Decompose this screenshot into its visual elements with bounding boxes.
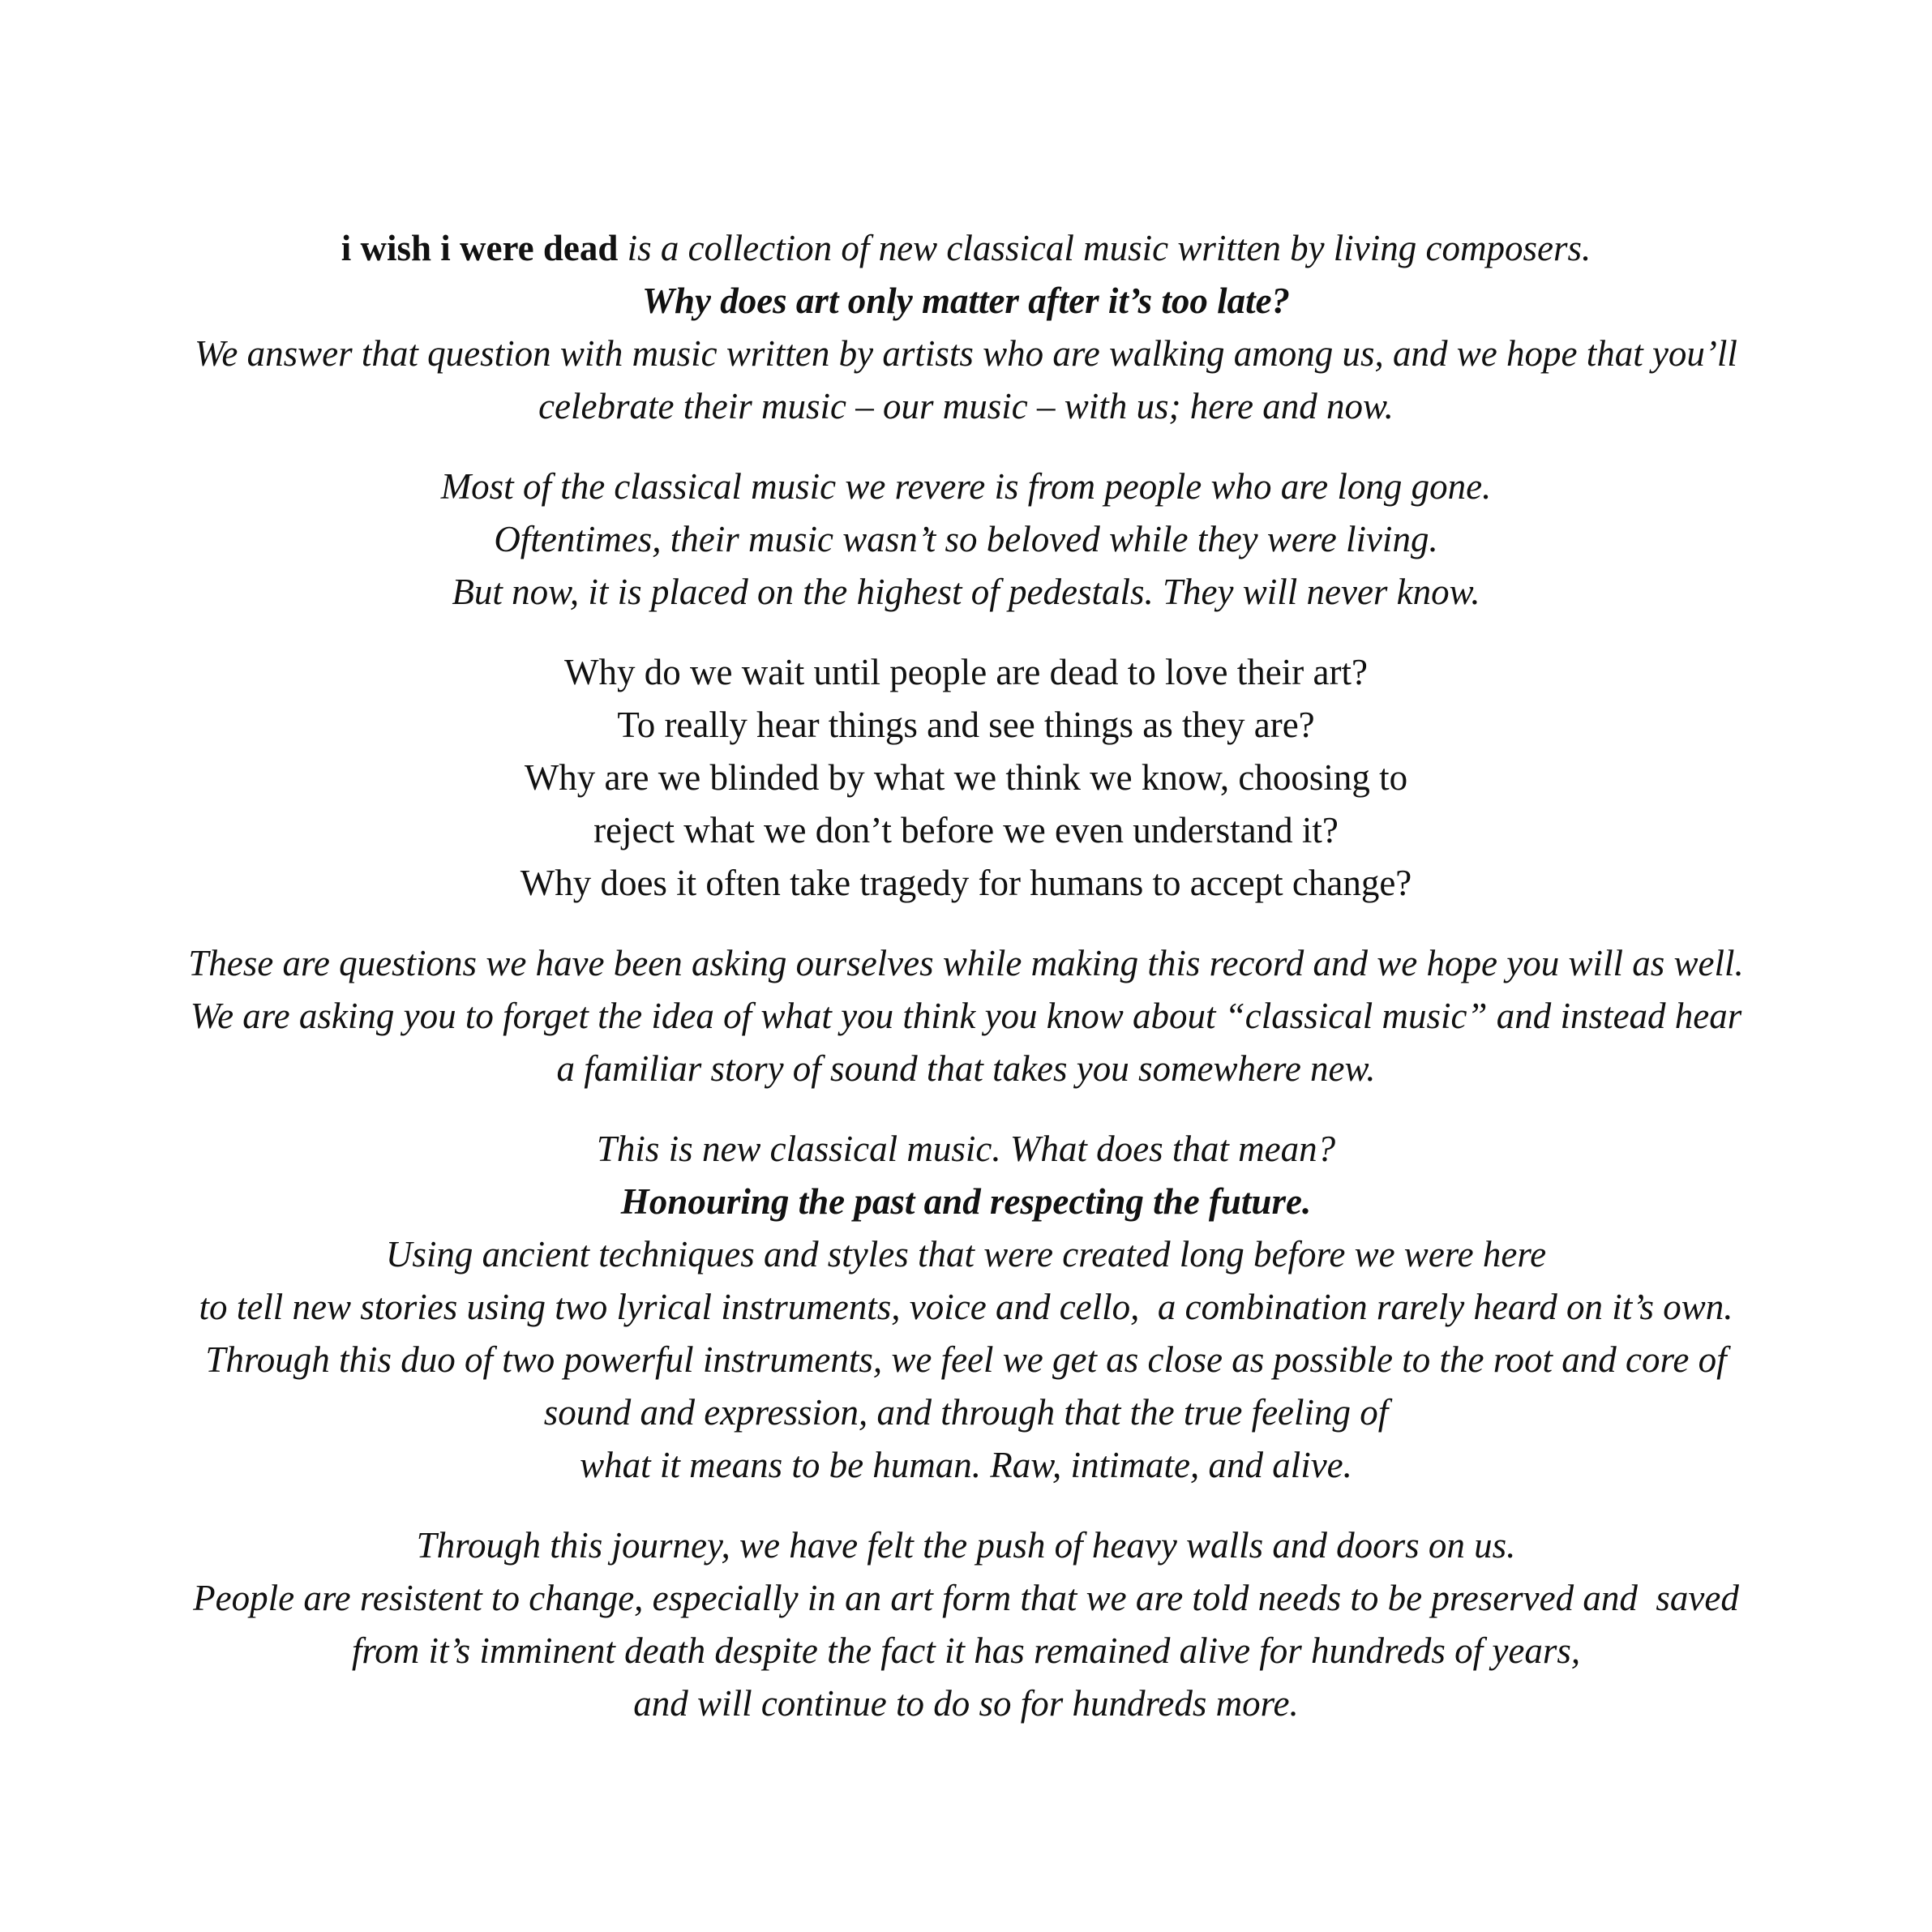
album-title: i wish i were dead: [341, 228, 619, 268]
questions-line-2: To really hear things and see things as they are?: [617, 705, 1315, 745]
paragraph-questions: [0, 646, 1932, 910]
revere-line-3: But now, it is placed on the highest of pedestals. They will never know.: [452, 572, 1480, 612]
new-classical-line-6: sound and expression, and through that the true feeling of: [543, 1392, 1389, 1433]
revere-line-2: Oftentimes, their music wasn’t so beloved while they were living.: [494, 519, 1438, 559]
intro-question: Why does art only matter after it’s too late?: [641, 281, 1291, 321]
questions-line-3: Why are we blinded by what we think we know, choosing to: [524, 757, 1408, 798]
paragraph-record: [0, 937, 1932, 1095]
record-line-2: We are asking you to forget the idea of what you think you know about “classical music” and instead hear: [190, 996, 1742, 1036]
revere-line-1: Most of the classical music we revere is from people who are long gone.: [440, 466, 1492, 507]
intro-line-3: We answer that question with music written by artists who are walking among us, and we hope that you’ll: [195, 333, 1737, 374]
paragraph-revere: [0, 461, 1932, 619]
paragraph-new-classical: [0, 1123, 1932, 1492]
questions-line-1: Why do we wait until people are dead to love their art?: [564, 652, 1368, 692]
liner-notes-text: [0, 222, 1932, 1758]
record-line-3: a familiar story of sound that takes you somewhere new.: [556, 1048, 1376, 1089]
new-classical-line-4: to tell new stories using two lyrical instruments, voice and cello, a combination rarely heard on it’s own.: [199, 1287, 1733, 1327]
new-classical-motto: Honouring the past and respecting the future.: [620, 1181, 1312, 1222]
record-line-1: These are questions we have been asking ourselves while making this record and we hope you will as well.: [188, 943, 1744, 983]
intro-line-1-rest: is a collection of new classical music written by living composers.: [618, 228, 1591, 268]
questions-line-4: reject what we don’t before we even understand it?: [593, 810, 1339, 850]
journey-line-1: Through this journey, we have felt the push of heavy walls and doors on us.: [416, 1525, 1516, 1566]
journey-line-3: from it’s imminent death despite the fact it has remained alive for hundreds of years,: [351, 1630, 1581, 1671]
questions-line-5: Why does it often take tragedy for humans to accept change?: [520, 863, 1412, 903]
new-classical-line-5: Through this duo of two powerful instruments, we feel we get as close as possible to the root and core of: [205, 1339, 1727, 1380]
paragraph-intro: [0, 222, 1932, 433]
intro-line-1: [0, 222, 1932, 275]
paragraph-journey: [0, 1519, 1932, 1730]
intro-line-4: celebrate their music – our music – with us; here and now.: [538, 386, 1394, 426]
journey-line-4: and will continue to do so for hundreds more.: [633, 1683, 1299, 1724]
new-classical-line-1: This is new classical music. What does that mean?: [596, 1129, 1336, 1169]
new-classical-line-7: what it means to be human. Raw, intimate, and alive.: [580, 1445, 1352, 1485]
journey-line-2: People are resistent to change, especially in an art form that we are told needs to be preserved and saved: [193, 1578, 1739, 1618]
new-classical-line-3: Using ancient techniques and styles that were created long before we were here: [385, 1234, 1547, 1274]
